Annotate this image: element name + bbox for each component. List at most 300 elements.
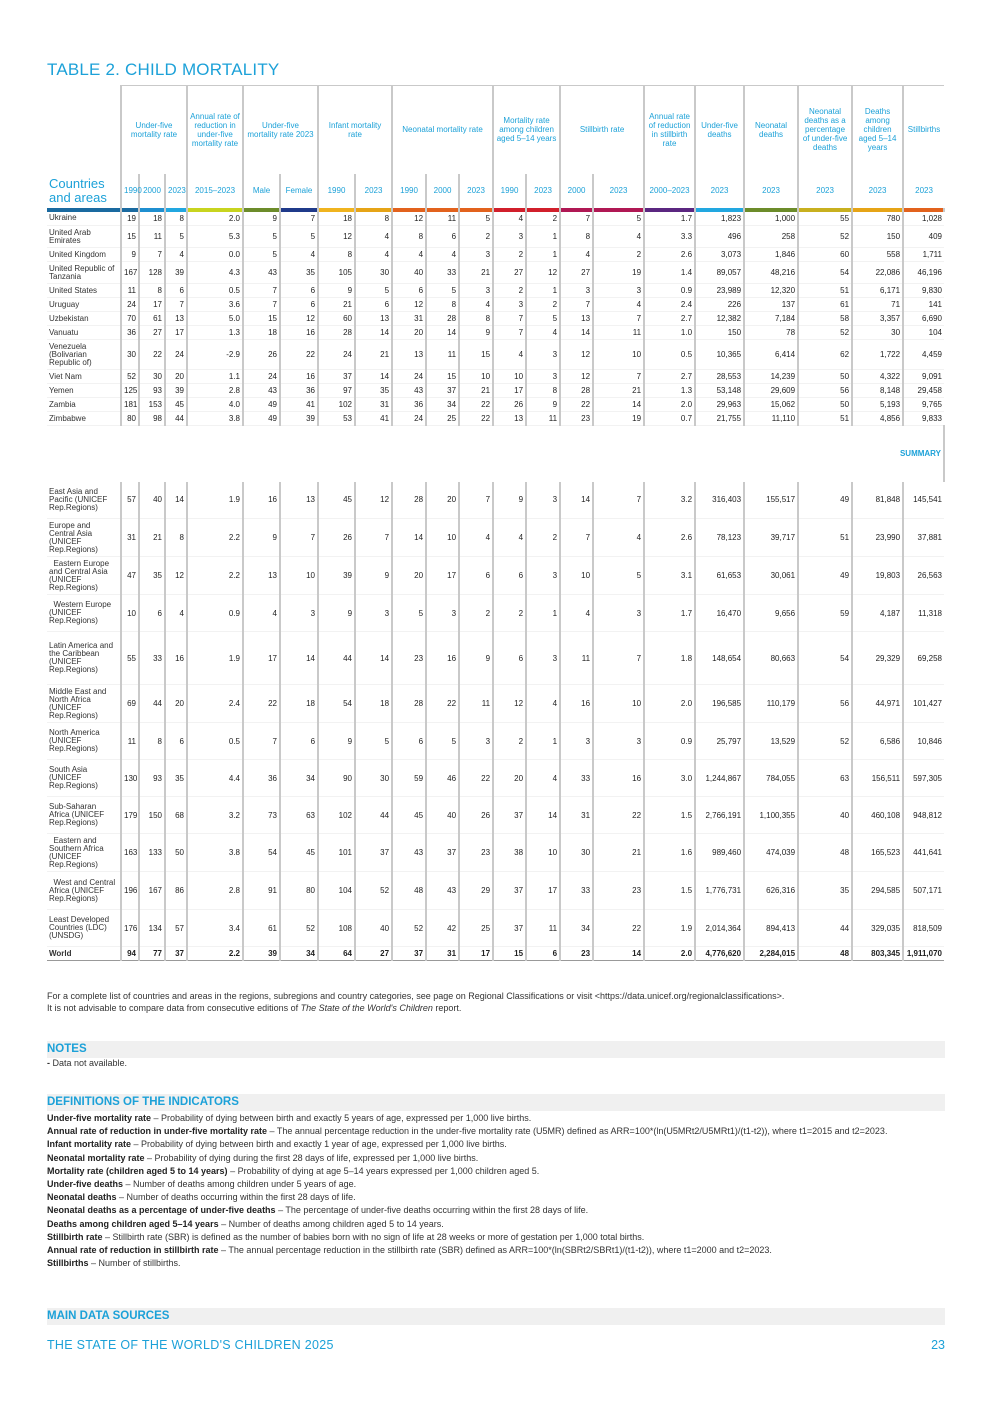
header-year: 2023	[798, 174, 852, 208]
cell-value: 4.4	[187, 760, 243, 797]
cell-value: 8	[392, 226, 426, 248]
cell-value: 2	[459, 595, 493, 632]
header-group: Stillbirths	[903, 86, 944, 174]
cell-value: 35	[139, 557, 165, 595]
cell-value: 4	[526, 685, 560, 723]
row-name: Europe and Central Asia (UNICEF Rep.Regions)	[47, 519, 121, 557]
cell-value: 22	[243, 685, 280, 723]
cell-value: 24	[392, 412, 426, 426]
cell-value: 5	[426, 723, 459, 760]
cell-value: 8	[139, 723, 165, 760]
cell-value: 49	[243, 412, 280, 426]
cell-value: 11	[526, 412, 560, 426]
cell-value: 24	[392, 370, 426, 384]
cell-value: 7	[493, 312, 526, 326]
cell-value: 2	[493, 248, 526, 262]
cell-value: 30	[560, 834, 593, 872]
cell-value: 20	[165, 685, 187, 723]
cell-value: 0.7	[644, 412, 695, 426]
row-name: Zimbabwe	[47, 412, 121, 426]
cell-value: 52	[355, 872, 392, 910]
header-group: Stillbirth rate	[560, 86, 644, 174]
cell-value: 28,553	[695, 370, 744, 384]
cell-value: 4	[526, 760, 560, 797]
cell-value: 25	[459, 910, 493, 947]
cell-value: 93	[139, 384, 165, 398]
cell-value: 7	[280, 212, 318, 226]
cell-value: 21	[318, 298, 355, 312]
cell-value: 0.5	[187, 723, 243, 760]
cell-value: 3	[593, 723, 644, 760]
cell-value: 12	[526, 262, 560, 284]
table-row	[47, 910, 944, 947]
definition-item	[47, 1257, 945, 1270]
cell-value: 90	[318, 760, 355, 797]
cell-value: 14	[165, 482, 187, 519]
cell-value: 2.2	[187, 557, 243, 595]
cell-value: 4	[243, 595, 280, 632]
table-row	[47, 398, 944, 412]
cell-value: 145,541	[903, 482, 944, 519]
cell-value: 2.4	[644, 298, 695, 312]
table-row	[47, 370, 944, 384]
cell-value: 55	[121, 632, 139, 685]
cell-value: 22	[139, 340, 165, 370]
cell-value: 948,812	[903, 797, 944, 834]
cell-value: 181	[121, 398, 139, 412]
footnote-regions: For a complete list of countries and areas in the regions, subregions and country categories, see page on Regional Classifications or visit <https://data.unicef.org/regionalclassifications>.	[47, 991, 785, 1001]
cell-value: 44	[165, 412, 187, 426]
table-row	[47, 519, 944, 557]
cell-value: 2.6	[644, 248, 695, 262]
cell-value: 8	[165, 519, 187, 557]
definition-text: – The annual percentage reduction in the stillbirth rate (SBR) defined as ARR=100*(ln(SBRt2/SBRt1)/(t1-t2)), where t1=2000 and t2=2023.	[218, 1245, 772, 1256]
cell-value: 77	[139, 947, 165, 961]
cell-value: 1	[526, 248, 560, 262]
cell-value: 1.3	[187, 326, 243, 340]
header-year: 2023	[915, 186, 933, 195]
cell-value: 7	[593, 632, 644, 685]
cell-value: 176	[121, 910, 139, 947]
row-name: South Asia (UNICEF Rep.Regions)	[47, 760, 121, 797]
header-year: 2023	[695, 174, 744, 208]
cell-value: 29	[459, 872, 493, 910]
cell-value: 28	[318, 326, 355, 340]
cell-value: 4	[165, 248, 187, 262]
cell-value: 2	[493, 723, 526, 760]
definition-term: Neonatal deaths as a percentage of under-five deaths	[47, 1205, 276, 1216]
cell-value: 12	[318, 226, 355, 248]
definition-item	[47, 1204, 945, 1217]
cell-value: 50	[798, 370, 852, 384]
cell-value: 6	[355, 298, 392, 312]
cell-value: 80	[121, 412, 139, 426]
cell-value: 49	[798, 482, 852, 519]
cell-value: 4	[560, 595, 593, 632]
page-number: 23	[931, 1338, 945, 1352]
cell-value: 35	[355, 384, 392, 398]
table-row	[47, 595, 944, 632]
cell-value: 10	[593, 685, 644, 723]
cell-value: 4,776,620	[695, 947, 744, 961]
cell-value: 13	[165, 312, 187, 326]
cell-value: 3	[493, 226, 526, 248]
cell-value: 12	[560, 340, 593, 370]
definition-term: Deaths among children aged 5–14 years	[47, 1218, 219, 1229]
row-name: North America (UNICEF Rep.Regions)	[47, 723, 121, 760]
row-name: East Asia and Pacific (UNICEF Rep.Regions)	[47, 482, 121, 519]
cell-value: 409	[903, 226, 944, 248]
cell-value: 8	[139, 284, 165, 298]
cell-value: 329,035	[852, 910, 903, 947]
definition-item	[47, 1152, 945, 1165]
cell-value: 37	[392, 947, 426, 961]
cell-value: 29,458	[903, 384, 944, 398]
definition-text: – The percentage of under-five deaths occurring within the first 28 days of life.	[275, 1205, 589, 1216]
table-row	[47, 326, 944, 340]
cell-value: 34	[280, 947, 318, 961]
cell-value: 0.5	[644, 340, 695, 370]
cell-value: 16	[165, 632, 187, 685]
row-name: United Republic of Tanzania	[47, 262, 121, 284]
cell-value: 11,318	[903, 595, 944, 632]
cell-value: 780	[852, 212, 903, 226]
notes-text: Data not available.	[50, 1058, 128, 1068]
cell-value: 5	[355, 723, 392, 760]
row-name: Zambia	[47, 398, 121, 412]
cell-value: 104	[903, 326, 944, 340]
cell-value: 13,529	[744, 723, 798, 760]
cell-value: 97	[318, 384, 355, 398]
cell-value: 27	[139, 326, 165, 340]
cell-value: 11	[593, 326, 644, 340]
cell-value: 34	[426, 398, 459, 412]
cell-value: 3.8	[187, 412, 243, 426]
header-group: Annual rate of reduction in under-five mortality rate	[187, 86, 243, 174]
definition-term: Annual rate of reduction in stillbirth rate	[47, 1245, 219, 1256]
cell-value: 784,055	[744, 760, 798, 797]
cell-value: 9	[526, 398, 560, 412]
cell-value: 165,523	[852, 834, 903, 872]
cell-value: 27	[493, 262, 526, 284]
cell-value: 18	[139, 212, 165, 226]
header-year: 2023	[355, 174, 392, 208]
cell-value: 1.7	[644, 212, 695, 226]
cell-value: 27	[355, 947, 392, 961]
definition-text: – Probability of dying between birth and exactly 5 years of age, expressed per 1,000 live births.	[151, 1113, 532, 1123]
cell-value: 4,187	[852, 595, 903, 632]
cell-value: 5	[392, 595, 426, 632]
table-row	[47, 557, 944, 595]
cell-value: 4	[165, 595, 187, 632]
cell-value: 64	[318, 947, 355, 961]
cell-value: 460,108	[852, 797, 903, 834]
cell-value: 57	[165, 910, 187, 947]
definition-item	[47, 1165, 945, 1178]
cell-value: 47	[121, 557, 139, 595]
cell-value: 6	[139, 595, 165, 632]
cell-value: 11	[560, 632, 593, 685]
cell-value: 24	[165, 340, 187, 370]
cell-value: 179	[121, 797, 139, 834]
table-row	[47, 834, 944, 872]
cell-value: 6	[426, 226, 459, 248]
cell-value: 3.4	[187, 910, 243, 947]
cell-value: 2.8	[187, 384, 243, 398]
cell-value: 1.7	[644, 595, 695, 632]
table-row	[47, 212, 944, 226]
cell-value: 30	[852, 326, 903, 340]
cell-value: 7,184	[744, 312, 798, 326]
cell-value: 50	[165, 834, 187, 872]
cell-value: 2.0	[644, 947, 695, 961]
cell-value: 21	[459, 384, 493, 398]
cell-value: 12	[355, 482, 392, 519]
sources-heading: MAIN DATA SOURCES	[47, 1308, 945, 1325]
cell-value: 17	[243, 632, 280, 685]
cell-value: 44	[139, 685, 165, 723]
cell-value: 150	[852, 226, 903, 248]
cell-value: 2.0	[644, 685, 695, 723]
cell-value: 4	[560, 248, 593, 262]
cell-value: 49	[243, 398, 280, 412]
cell-value: 4	[493, 519, 526, 557]
cell-value: 10	[526, 834, 560, 872]
row-name: United States	[47, 284, 121, 298]
cell-value: 60	[318, 312, 355, 326]
cell-value: 14	[593, 398, 644, 412]
cell-value: 7	[243, 723, 280, 760]
table-row	[47, 872, 944, 910]
cell-value: 69	[121, 685, 139, 723]
cell-value: 11	[139, 226, 165, 248]
cell-value: 94	[121, 947, 139, 961]
cell-value: 40	[798, 797, 852, 834]
cell-value: 8	[526, 384, 560, 398]
cell-value: 80	[280, 872, 318, 910]
cell-value: 10	[459, 370, 493, 384]
cell-value: 1.9	[187, 482, 243, 519]
cell-value: 59	[392, 760, 426, 797]
row-name: Latin America and the Caribbean (UNICEF Rep.Regions)	[47, 632, 121, 685]
definition-text: – The annual percentage reduction in the under-five mortality rate (U5MR) defined as ARR=100*(ln(U5MRt2/U5MRt1)/(t1-t2)), where t1=2015 and t2=2023.	[267, 1126, 888, 1137]
definition-item	[47, 1231, 945, 1244]
cell-value: 33	[139, 632, 165, 685]
cell-value: 3	[459, 248, 493, 262]
cell-value: 258	[744, 226, 798, 248]
cell-value: 156,511	[852, 760, 903, 797]
cell-value: 5.3	[187, 226, 243, 248]
cell-value: 22	[280, 340, 318, 370]
table-row	[47, 797, 944, 834]
definition-term: Neonatal deaths	[47, 1192, 117, 1203]
cell-value: 16	[280, 370, 318, 384]
table-row	[47, 384, 944, 398]
cell-value: 597,305	[903, 760, 944, 797]
cell-value: 33	[560, 760, 593, 797]
definitions-heading: DEFINITIONS OF THE INDICATORS	[47, 1094, 945, 1111]
cell-value: 48,216	[744, 262, 798, 284]
cell-value: 2	[526, 212, 560, 226]
cell-value: 4	[392, 248, 426, 262]
cell-value: 1,244,867	[695, 760, 744, 797]
cell-value: 40	[392, 262, 426, 284]
cell-value: 81,848	[852, 482, 903, 519]
header-year: Male	[243, 174, 280, 208]
cell-value: 110,179	[744, 685, 798, 723]
cell-value: 59	[798, 595, 852, 632]
cell-value: 40	[139, 482, 165, 519]
cell-value: 133	[139, 834, 165, 872]
cell-value: 23	[593, 872, 644, 910]
cell-value: 3	[593, 284, 644, 298]
cell-value: 818,509	[903, 910, 944, 947]
cell-value: 29,329	[852, 632, 903, 685]
cell-value: 14,239	[744, 370, 798, 384]
cell-value: 30	[139, 370, 165, 384]
cell-value: 5	[593, 557, 644, 595]
cell-value: 2,284,015	[744, 947, 798, 961]
cell-value: 43	[426, 872, 459, 910]
cell-value: 39,717	[744, 519, 798, 557]
cell-value: 8,148	[852, 384, 903, 398]
footnote-comparison	[47, 1002, 945, 1014]
cell-value: 21	[459, 262, 493, 284]
cell-value: 9,091	[903, 370, 944, 384]
cell-value: 89,057	[695, 262, 744, 284]
cell-value: 28	[426, 312, 459, 326]
cell-value: 48	[798, 947, 852, 961]
cell-value: 125	[121, 384, 139, 398]
cell-value: 5	[459, 212, 493, 226]
header-corner	[47, 86, 121, 174]
cell-value: 153	[139, 398, 165, 412]
cell-value: 3.0	[644, 760, 695, 797]
cell-value: 14	[560, 482, 593, 519]
cell-value: 3.8	[187, 834, 243, 872]
header-group: Deaths among children aged 5–14 years	[852, 86, 903, 174]
cell-value: 38	[493, 834, 526, 872]
cell-value: 18	[243, 326, 280, 340]
cell-value: 40	[355, 910, 392, 947]
cell-value: 4	[459, 298, 493, 312]
cell-value: 22	[593, 910, 644, 947]
cell-value: 137	[744, 298, 798, 312]
cell-value: 23,990	[852, 519, 903, 557]
table-row	[47, 482, 944, 519]
cell-value: 61	[798, 298, 852, 312]
cell-value: 36	[392, 398, 426, 412]
cell-value: 10	[121, 595, 139, 632]
cell-value: 16	[426, 632, 459, 685]
cell-value: 9	[318, 284, 355, 298]
header-year-row	[47, 174, 944, 208]
cell-value: 6,586	[852, 723, 903, 760]
header-year: 1990	[318, 174, 355, 208]
cell-value: 13	[493, 412, 526, 426]
header-year: Female	[280, 174, 318, 208]
cell-value: 18	[355, 685, 392, 723]
cell-value: 29,609	[744, 384, 798, 398]
cell-value: 11	[426, 340, 459, 370]
cell-value: 44	[798, 910, 852, 947]
cell-value: 52	[121, 370, 139, 384]
cell-value: 128	[139, 262, 165, 284]
cell-value: 5	[243, 226, 280, 248]
cell-value: 45	[165, 398, 187, 412]
cell-value: 2.7	[644, 312, 695, 326]
cell-value: 43	[243, 384, 280, 398]
row-name: Least Developed Countries (LDC) (UNSDG)	[47, 910, 121, 947]
cell-value: 14	[280, 632, 318, 685]
cell-value: 9,833	[903, 412, 944, 426]
cell-value: 20	[392, 557, 426, 595]
cell-value: 56	[798, 384, 852, 398]
cell-value: 23	[560, 412, 593, 426]
cell-value: 54	[798, 632, 852, 685]
cell-value: 16	[593, 760, 644, 797]
header-group: Under-five deaths	[695, 86, 744, 174]
cell-value: 6	[526, 947, 560, 961]
cell-value: 1.5	[644, 872, 695, 910]
cell-value: 3	[526, 370, 560, 384]
cell-value: 37	[318, 370, 355, 384]
cell-value: 50	[798, 398, 852, 412]
cell-value: 37	[426, 834, 459, 872]
row-name: Middle East and North Africa (UNICEF Rep.Regions)	[47, 685, 121, 723]
cell-value: 41	[355, 412, 392, 426]
cell-value: 52	[280, 910, 318, 947]
cell-value: 0.5	[187, 284, 243, 298]
cell-value: 4,459	[903, 340, 944, 370]
definition-term: Mortality rate (children aged 5 to 14 years)	[47, 1165, 228, 1176]
row-name: Viet Nam	[47, 370, 121, 384]
cell-value: 2.0	[644, 398, 695, 412]
cell-value: 12	[165, 557, 187, 595]
cell-value: 44	[355, 797, 392, 834]
summary-header-row	[47, 426, 944, 482]
cell-value: 39	[318, 557, 355, 595]
cell-value: 6,171	[852, 284, 903, 298]
cell-value: 1.5	[644, 797, 695, 834]
cell-value: 141	[903, 298, 944, 312]
cell-value: 474,039	[744, 834, 798, 872]
cell-value: 4	[459, 519, 493, 557]
cell-value: 0.9	[644, 284, 695, 298]
cell-value: 10,365	[695, 340, 744, 370]
row-name: West and Central Africa (UNICEF Rep.Regions)	[47, 872, 121, 910]
cell-value: 39	[165, 384, 187, 398]
cell-value: 11,110	[744, 412, 798, 426]
cell-value: 11	[526, 910, 560, 947]
row-name: Vanuatu	[47, 326, 121, 340]
cell-value: 196,585	[695, 685, 744, 723]
table-title: TABLE 2. CHILD MORTALITY	[47, 60, 280, 79]
cell-value: 22	[459, 398, 493, 412]
cell-value: 2.7	[644, 370, 695, 384]
cell-value: 5	[165, 226, 187, 248]
cell-value: 31	[355, 398, 392, 412]
cell-value: 496	[695, 226, 744, 248]
cell-value: 54	[243, 834, 280, 872]
cell-value: 10	[426, 519, 459, 557]
cell-value: 13	[280, 482, 318, 519]
cell-value: 15	[243, 312, 280, 326]
definition-term: Infant mortality rate	[47, 1139, 132, 1150]
cell-value: 26	[243, 340, 280, 370]
cell-value: 7	[593, 370, 644, 384]
cell-value: 13	[355, 312, 392, 326]
